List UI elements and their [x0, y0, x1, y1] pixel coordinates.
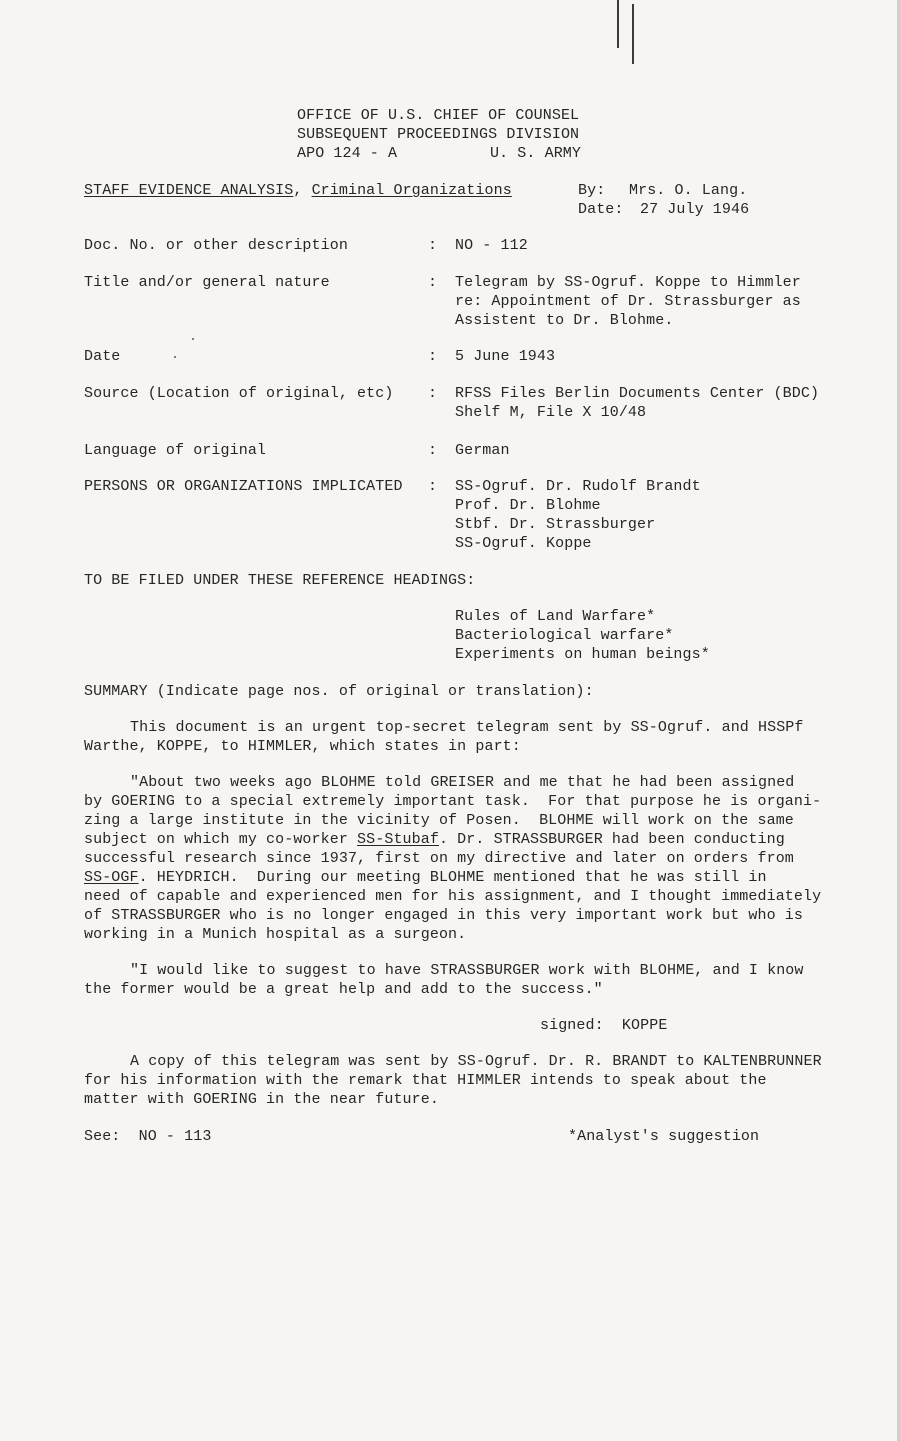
quote-line: zing a large institute in the vicinity of Posen. BLOHME will work on the same: [84, 812, 794, 829]
quote-line: [84, 830, 785, 849]
header-army: U. S. ARMY: [490, 145, 582, 162]
field-colon: :: [428, 348, 438, 365]
quote-rank-underlined: SS-OGF: [84, 869, 139, 886]
by-value: Mrs. O. Lang.: [629, 182, 748, 199]
closing-line: matter with GOERING in the near future.: [84, 1091, 439, 1108]
quote-line: the former would be a great help and add to the success.": [84, 981, 603, 998]
field-value-person: Stbf. Dr. Strassburger: [455, 516, 656, 533]
field-label-doc-no: Doc. No. or other description: [84, 237, 348, 254]
title-separator: ,: [293, 182, 303, 199]
quote-line: working in a Munich hospital as a surgeon.: [84, 926, 467, 943]
field-value-person: Prof. Dr. Blohme: [455, 497, 601, 514]
quote-text: . Dr. STRASSBURGER had been conducting: [438, 831, 785, 848]
field-value-title-line: Telegram by SS-Ogruf. Koppe to Himmler: [455, 274, 801, 291]
field-label-source: Source (Location of original, etc): [84, 385, 394, 402]
reference-item: Experiments on human beings*: [455, 646, 710, 663]
field-value-language: German: [455, 442, 510, 459]
header-division: SUBSEQUENT PROCEEDINGS DIVISION: [297, 126, 580, 143]
reference-heading: TO BE FILED UNDER THESE REFERENCE HEADINGS:: [84, 572, 476, 589]
quote-line: of STRASSBURGER who is no longer engaged in this very important work but who is: [84, 907, 804, 924]
analysis-category: Criminal Organizations: [311, 182, 512, 199]
field-label-persons: PERSONS OR ORGANIZATIONS IMPLICATED: [84, 478, 403, 495]
field-value-person: SS-Ogruf. Dr. Rudolf Brandt: [455, 478, 701, 495]
field-colon: :: [428, 274, 438, 291]
field-value-date: 5 June 1943: [455, 348, 556, 365]
field-colon: :: [428, 385, 438, 402]
field-value-title-line: re: Appointment of Dr. Strassburger as: [455, 293, 801, 310]
see-reference: See: NO - 113: [84, 1128, 212, 1145]
date-label: Date:: [578, 201, 624, 218]
reference-item: Bacteriological warfare*: [455, 627, 674, 644]
field-value-doc-no: NO - 112: [455, 237, 528, 254]
quote-text: subject on which my co-worker: [84, 831, 358, 848]
header-office: OFFICE OF U.S. CHIEF OF COUNSEL: [297, 107, 580, 124]
quote-line: successful research since 1937, first on my directive and later on orders from: [84, 850, 794, 867]
date-value: 27 July 1946: [640, 201, 750, 218]
quote-line: need of capable and experienced men for his assignment, and I thought immediately: [84, 888, 822, 905]
signature-line: signed: KOPPE: [540, 1017, 668, 1034]
quote-line: "About two weeks ago BLOHME told GREISER and me that he had been assigned: [130, 774, 795, 791]
field-value-person: SS-Ogruf. Koppe: [455, 535, 592, 552]
field-colon: :: [428, 442, 438, 459]
quote-line: [84, 868, 767, 887]
by-label: By:: [578, 182, 606, 199]
field-label-date: Date: [84, 348, 121, 365]
quote-line: by GOERING to a special extremely important task. For that purpose he is organi-: [84, 793, 822, 810]
analyst-note: *Analyst's suggestion: [568, 1128, 760, 1145]
field-label-language: Language of original: [84, 442, 267, 459]
field-value-title-line: Assistent to Dr. Blohme.: [455, 312, 674, 329]
closing-line: for his information with the remark that HIMMLER intends to speak about the: [84, 1072, 767, 1089]
field-colon: :: [428, 478, 438, 495]
analysis-title-line: [84, 181, 512, 200]
field-label-title: Title and/or general nature: [84, 274, 330, 291]
field-colon: :: [428, 237, 438, 254]
closing-line: A copy of this telegram was sent by SS-Ogruf. Dr. R. BRANDT to KALTENBRUNNER: [130, 1053, 822, 1070]
reference-item: Rules of Land Warfare*: [455, 608, 656, 625]
field-value-source-line: RFSS Files Berlin Documents Center (BDC): [455, 385, 820, 402]
header-apo: APO 124 - A: [297, 145, 398, 162]
speck: [192, 338, 194, 340]
punch-mark: [617, 0, 619, 48]
punch-mark: [632, 4, 634, 64]
summary-heading: SUMMARY (Indicate page nos. of original or translation):: [84, 683, 594, 700]
quote-rank-underlined: SS-Stubaf: [357, 831, 439, 848]
quote-text: . HEYDRICH. During our meeting BLOHME mentioned that he was still in: [138, 869, 767, 886]
quote-line: "I would like to suggest to have STRASSBURGER work with BLOHME, and I know: [130, 962, 804, 979]
summary-intro-line: This document is an urgent top-secret telegram sent by SS-Ogruf. and HSSPf: [130, 719, 804, 736]
speck: [174, 356, 176, 358]
analysis-title: STAFF EVIDENCE ANALYSIS: [84, 182, 294, 199]
summary-intro-line: Warthe, KOPPE, to HIMMLER, which states in part:: [84, 738, 521, 755]
field-value-source-line: Shelf M, File X 10/48: [455, 404, 647, 421]
